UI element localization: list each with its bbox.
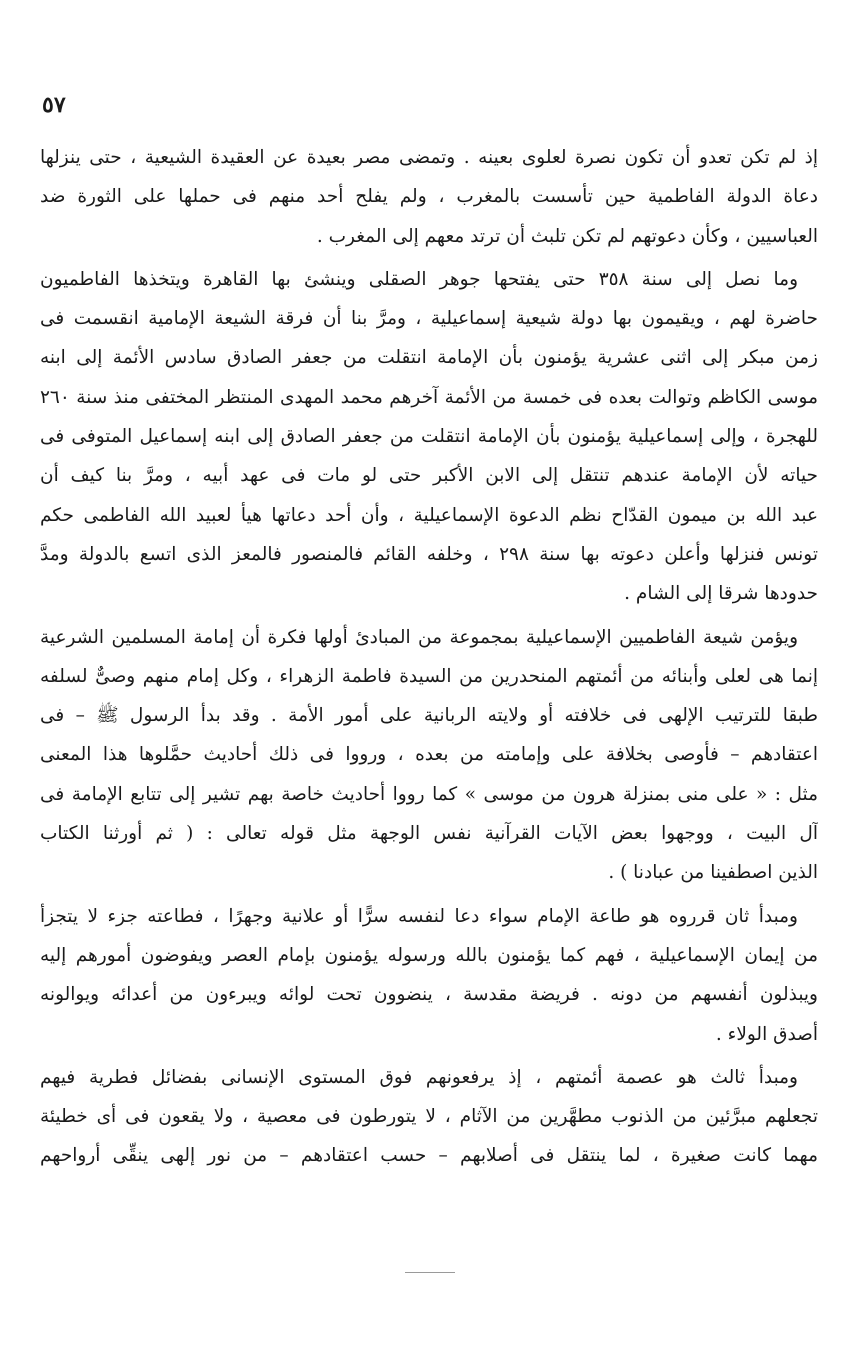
text-line: موسى الكاظم وتوالت بعده فى خمسة من الأئمة آخرهم محمد المهدى المنتظر المختفى منذ سنة ٢٦٠ xyxy=(40,386,818,408)
page-number: ٥٧ xyxy=(42,92,66,118)
text-line: مثل : « على منى بمنزلة هرون من موسى » كما رووا أحاديث خاصة بهم تشير إلى تتابع الإمامة فى xyxy=(40,783,818,805)
text-line: دعاة الدولة الفاطمية حين تأسست بالمغرب ، ولم يفلح أحد منهم فى حملها على الثورة ضد xyxy=(40,186,818,208)
text-line: اعتقادهم – فأوصى بخلافة على وإمامته من بعده ، ورووا فى ذلك أحاديث حمَّلوها هذا المعنى xyxy=(40,744,818,766)
text-line: للهجرة ، وإلى إسماعيلية يؤمنون بأن الإمامة انتقلت من جعفر الصادق إلى ابنه إسماعيل المتوفى فى xyxy=(40,426,818,448)
text-line: ومبدأ ثان قرروه هو طاعة الإمام سواء دعا لنفسه سرًّا أو علانية وجهرًا ، فطاعته جزء لا يتجزأ xyxy=(40,905,798,927)
text-line: ويبذلون أنفسهم من دونه . فريضة مقدسة ، ينضوون تحت لوائه ويبرءون من أعدائه ويوالونه xyxy=(40,984,818,1006)
text-line: العباسيين ، وكأن دعوتهم لم تكن تلبث أن ترتد معهم إلى المغرب . xyxy=(316,225,818,247)
text-line: حياته لأن الإمامة عندهم تنتقل إلى الابن الأكبر حتى لو مات فى عهد أبيه ، ومرَّ بنا كيف أن xyxy=(40,465,818,487)
text-line: وما نصل إلى سنة ٣٥٨ حتى يفتحها جوهر الصقلى وينشئ بها القاهرة ويتخذها الفاطميون xyxy=(40,268,799,290)
text-line: طبقا للترتيب الإلهى فى خلافته أو ولايته الربانية على أمور الأمة . وقد بدأ الرسول ﷺ – فى xyxy=(40,705,818,727)
paragraph xyxy=(40,260,818,614)
text-line: آل البيت ، ووجهوا بعض الآيات القرآنية نفس الوجهة مثل قوله تعالى : ( ثم أورثنا الكتاب xyxy=(40,823,818,845)
text-line: زمن مبكر إلى اثنى عشرية يؤمنون بأن الإمامة انتقلت من جعفر الصادق سادس الأئمة إلى ابنه xyxy=(40,347,818,369)
paragraph xyxy=(40,138,818,256)
scan-mark xyxy=(405,1272,455,1273)
text-line: مهما كانت صغيرة ، لما ينتقل فى أصلابهم – حسب اعتقادهم – من نور إلهى ينقِّى أرواحهم xyxy=(40,1145,818,1167)
text-line: إذ لم تكن تعدو أن تكون نصرة لعلوى بعينه . وتمضى مصر بعيدة عن العقيدة الشيعية ، حتى ينزلها xyxy=(40,147,818,168)
text-line: حاضرة لهم ، ويقيمون بها دولة شيعية إسماعيلية ، ومرَّ بنا أن فرقة الشيعة الإمامية انقسمت فى xyxy=(40,308,818,330)
text-line: من إيمان الإسماعيلية ، فهم كما يؤمنون بالله ورسوله يؤمنون بإمام العصر ويفوضون أمورهم إليه xyxy=(40,944,818,966)
paragraph xyxy=(40,897,818,1054)
text-line: أصدق الولاء . xyxy=(715,1023,818,1045)
text-line: ومبدأ ثالث هو عصمة أئمتهم ، إذ يرفعونهم فوق المستوى الإنسانى بفضائل فطرية فيهم xyxy=(40,1066,798,1088)
paragraph xyxy=(40,1058,818,1176)
text-line: حدودها شرقا إلى الشام . xyxy=(624,583,818,605)
paragraph xyxy=(40,618,818,893)
body-text xyxy=(40,138,818,1176)
text-line: ويؤمن شيعة الفاطميين الإسماعيلية بمجموعة من المبادئ أولها فكرة أن إمامة المسلمين الشرعية xyxy=(40,626,798,648)
text-line: إنما هى لعلى وأبنائه من أئمتهم المنحدرين من السيدة فاطمة الزهراء ، وكل إمام منهم وصىٌّ لسلفه xyxy=(40,665,818,687)
text-line: عبد الله بن ميمون القدّاح نظم الدعوة الإسماعيلية ، وأن أحد دعاتها هيأ لعبيد الله الفاطمى حكم xyxy=(40,504,818,526)
text-line: تونس فنزلها وأعلن دعوته بها سنة ٢٩٨ ، وخلفه القائم فالمنصور فالمعز الذى اتسع بالدولة ومدَّ xyxy=(40,543,818,565)
text-line: الذين اصطفينا من عبادنا ) . xyxy=(608,862,818,884)
text-line: تجعلهم مبرَّئين من الذنوب مطهَّرين من الآثام ، لا يتورطون فى معصية ، ولا يقعون فى أى خطيئة xyxy=(40,1106,818,1128)
